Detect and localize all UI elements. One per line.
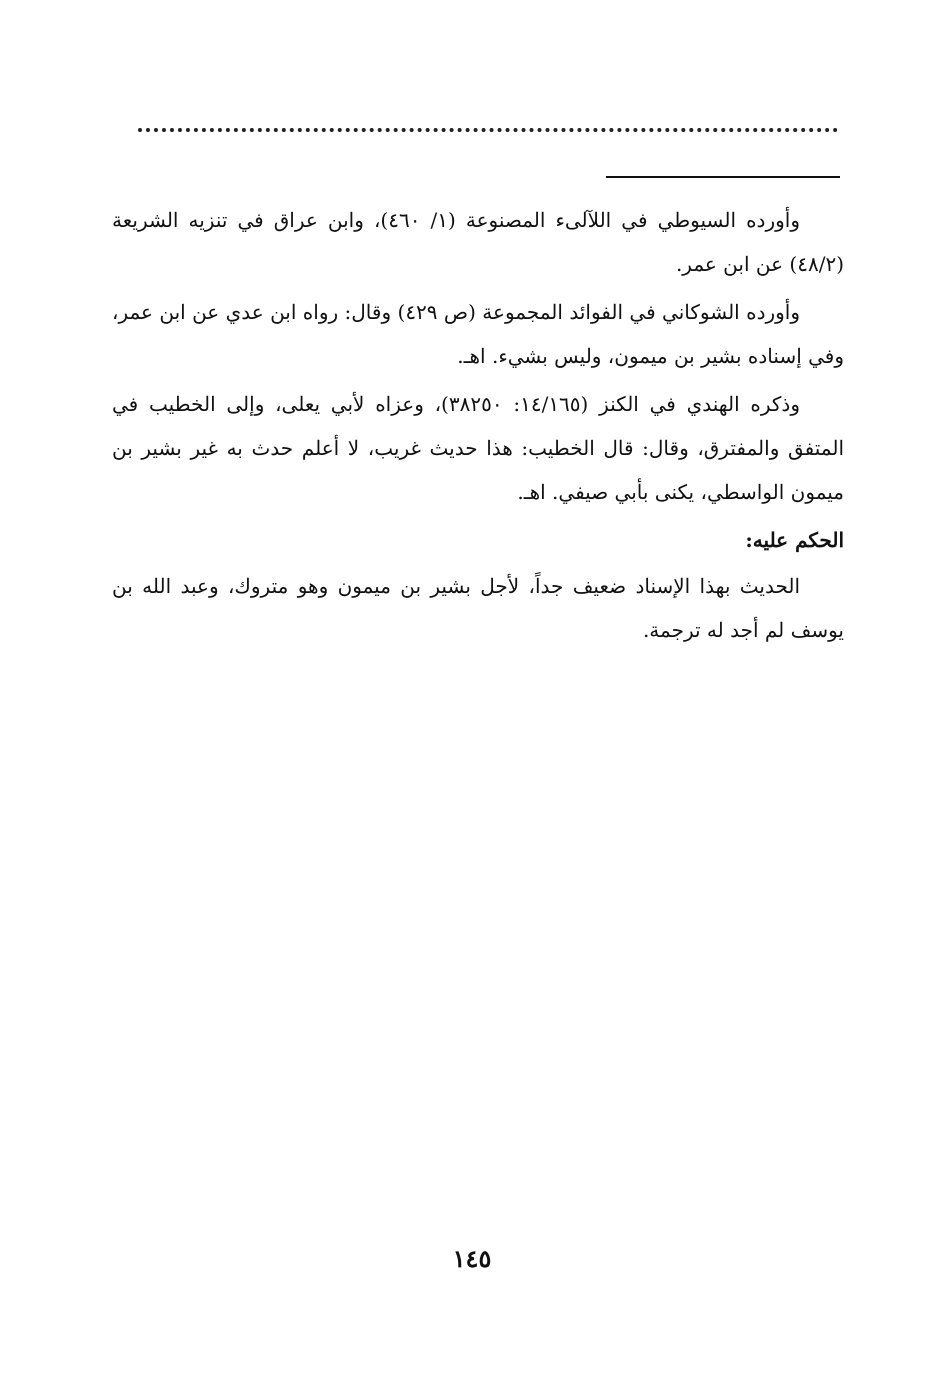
footnote-rule	[606, 176, 840, 178]
paragraph-hindi: وذكره الهندي في الكنز (١٤/١٦٥: ٣٨٢٥٠)، وعزاه لأبي يعلى، وإلى الخطيب في المتفق والمفترق، وقال: قال الخطيب: هذا حديث غريب، لا أعلم حدث به غير بشير بن ميمون الواسطي، يكنى بأبي صيفي. اهـ.	[112, 392, 844, 504]
ruling-heading: الحكم عليه:	[745, 528, 844, 552]
paragraph-shawkani: وأورده الشوكاني في الفوائد المجموعة (ص ٤٢٩) وقال: رواه ابن عدي عن ابن عمر، وفي إسناده بشير بن ميمون، وليس بشيء. اهـ.	[112, 300, 844, 368]
ruling-paragraph: الحديث بهذا الإسناد ضعيف جداً، لأجل بشير بن ميمون وهو متروك، وعبد الله بن يوسف لم أجد له ترجمة.	[112, 574, 844, 642]
paragraph-suyuti: وأورده السيوطي في اللآلىء المصنوعة (١/ ٤٦٠)، وابن عراق في تنزيه الشريعة (٤٨/٢) عن ابن عمر.	[112, 208, 844, 276]
page-number: ١٤٥	[452, 1244, 492, 1273]
main-text	[112, 198, 844, 656]
dotted-separator	[138, 120, 838, 132]
